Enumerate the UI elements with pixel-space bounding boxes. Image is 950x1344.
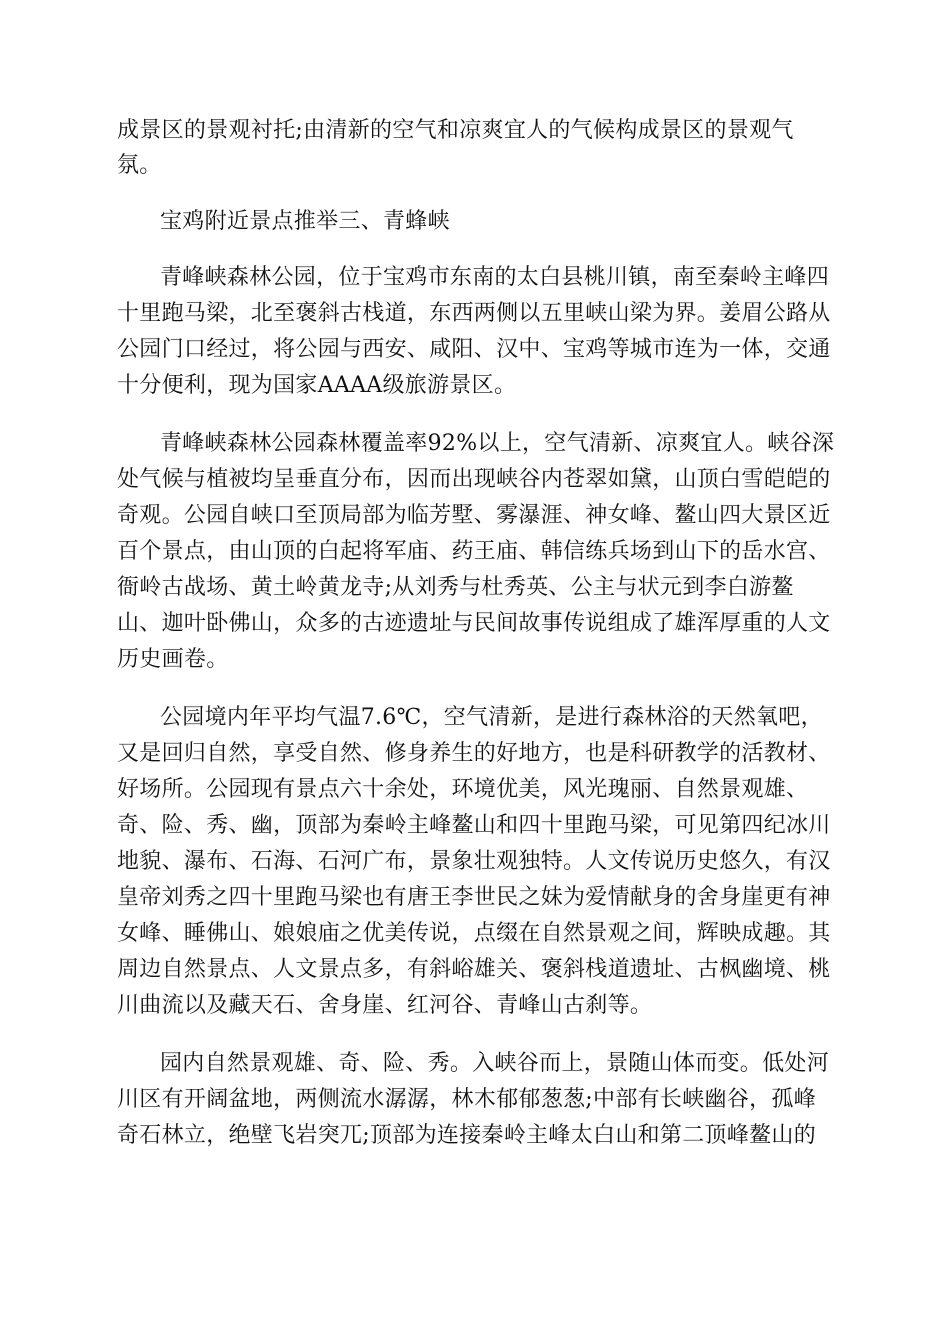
text-line: 好场所。公园现有景点六十余处，环境优美，风光瑰丽、自然景观雄、 [117, 777, 809, 802]
text-line: 周边自然景点、人文景点多，有斜峪雄关、褒斜栈道遗址、古枫幽境、桃 [117, 957, 831, 982]
text-line: 奇石林立，绝壁飞岩突兀;顶部为连接秦岭主峰太白山和第二顶峰鳌山的 [117, 1123, 817, 1148]
text-line: 又是回归自然，享受自然、修身养生的好地方，也是科研教学的活教材、 [117, 741, 831, 766]
text-line: 百个景点，由山顶的白起将军庙、药王庙、韩信练兵场到山下的岳水宫、 [117, 539, 831, 564]
text-line: 成景区的景观衬托;由清新的空气和凉爽宜人的气候构成景区的景观气 [117, 118, 794, 143]
text-line: 山、迦叶卧佛山，众多的古迹遗址与民间故事传说组成了雄浑厚重的人文 [117, 611, 831, 636]
text-line: 公园门口经过，将公园与西安、咸阳、汉中、宝鸡等城市连为一体，交通 [117, 337, 831, 362]
text-line: 十里跑马梁，北至褒斜古栈道，东西两侧以五里峡山梁为界。姜眉公路从 [117, 301, 831, 326]
text-line: 园内自然景观雄、奇、险、秀。入峡谷而上，景随山体而变。低处河 [160, 1051, 830, 1076]
text-line: 奇观。公园自峡口至顶局部为临芳墅、雾瀑涯、神女峰、鳌山四大景区近 [117, 503, 831, 528]
text-line: 奇、险、秀、幽，顶部为秦岭主峰鳌山和四十里跑马梁，可见第四纪冰川 [117, 813, 831, 838]
text-line: 地貌、瀑布、石海、石河广布，景象壮观独特。人文传说历史悠久，有汉 [117, 849, 831, 874]
text-line: 皇帝刘秀之四十里跑马梁也有唐王李世民之妹为爱情献身的舍身崖更有神 [117, 885, 831, 910]
text-line: 川曲流以及藏天石、舍身崖、红河谷、青峰山古刹等。 [117, 993, 653, 1018]
text-line: 处气候与植被均呈垂直分布，因而出现峡谷内苍翠如黛，山顶白雪皑皑的 [117, 467, 831, 492]
text-line: 衙岭古战场、黄土岭黄龙寺;从刘秀与杜秀英、公主与状元到李白游鳌 [117, 575, 794, 600]
text-line: 青峰峡森林公园森林覆盖率92%以上，空气清新、凉爽宜人。峡谷深 [160, 431, 835, 456]
text-line: 青峰峡森林公园，位于宝鸡市东南的太白县桃川镇，南至秦岭主峰四 [160, 265, 830, 290]
text-line: 女峰、睡佛山、娘娘庙之优美传说，点缀在自然景观之间，辉映成趣。其 [117, 921, 831, 946]
text-line: 公园境内年平均气温7.6℃，空气清新，是进行森林浴的天然氧吧， [160, 705, 823, 730]
section-heading: 宝鸡附近景点推举三、青蜂峡 [160, 209, 450, 234]
text-line: 川区有开阔盆地，两侧流水潺潺，林木郁郁葱葱;中部有长峡幽谷，孤峰 [117, 1087, 817, 1112]
text-line: 历史画卷。 [117, 647, 229, 672]
text-line: 氛。 [117, 153, 162, 178]
text-line: 十分便利，现为国家AAAA级旅游景区。 [117, 373, 517, 398]
